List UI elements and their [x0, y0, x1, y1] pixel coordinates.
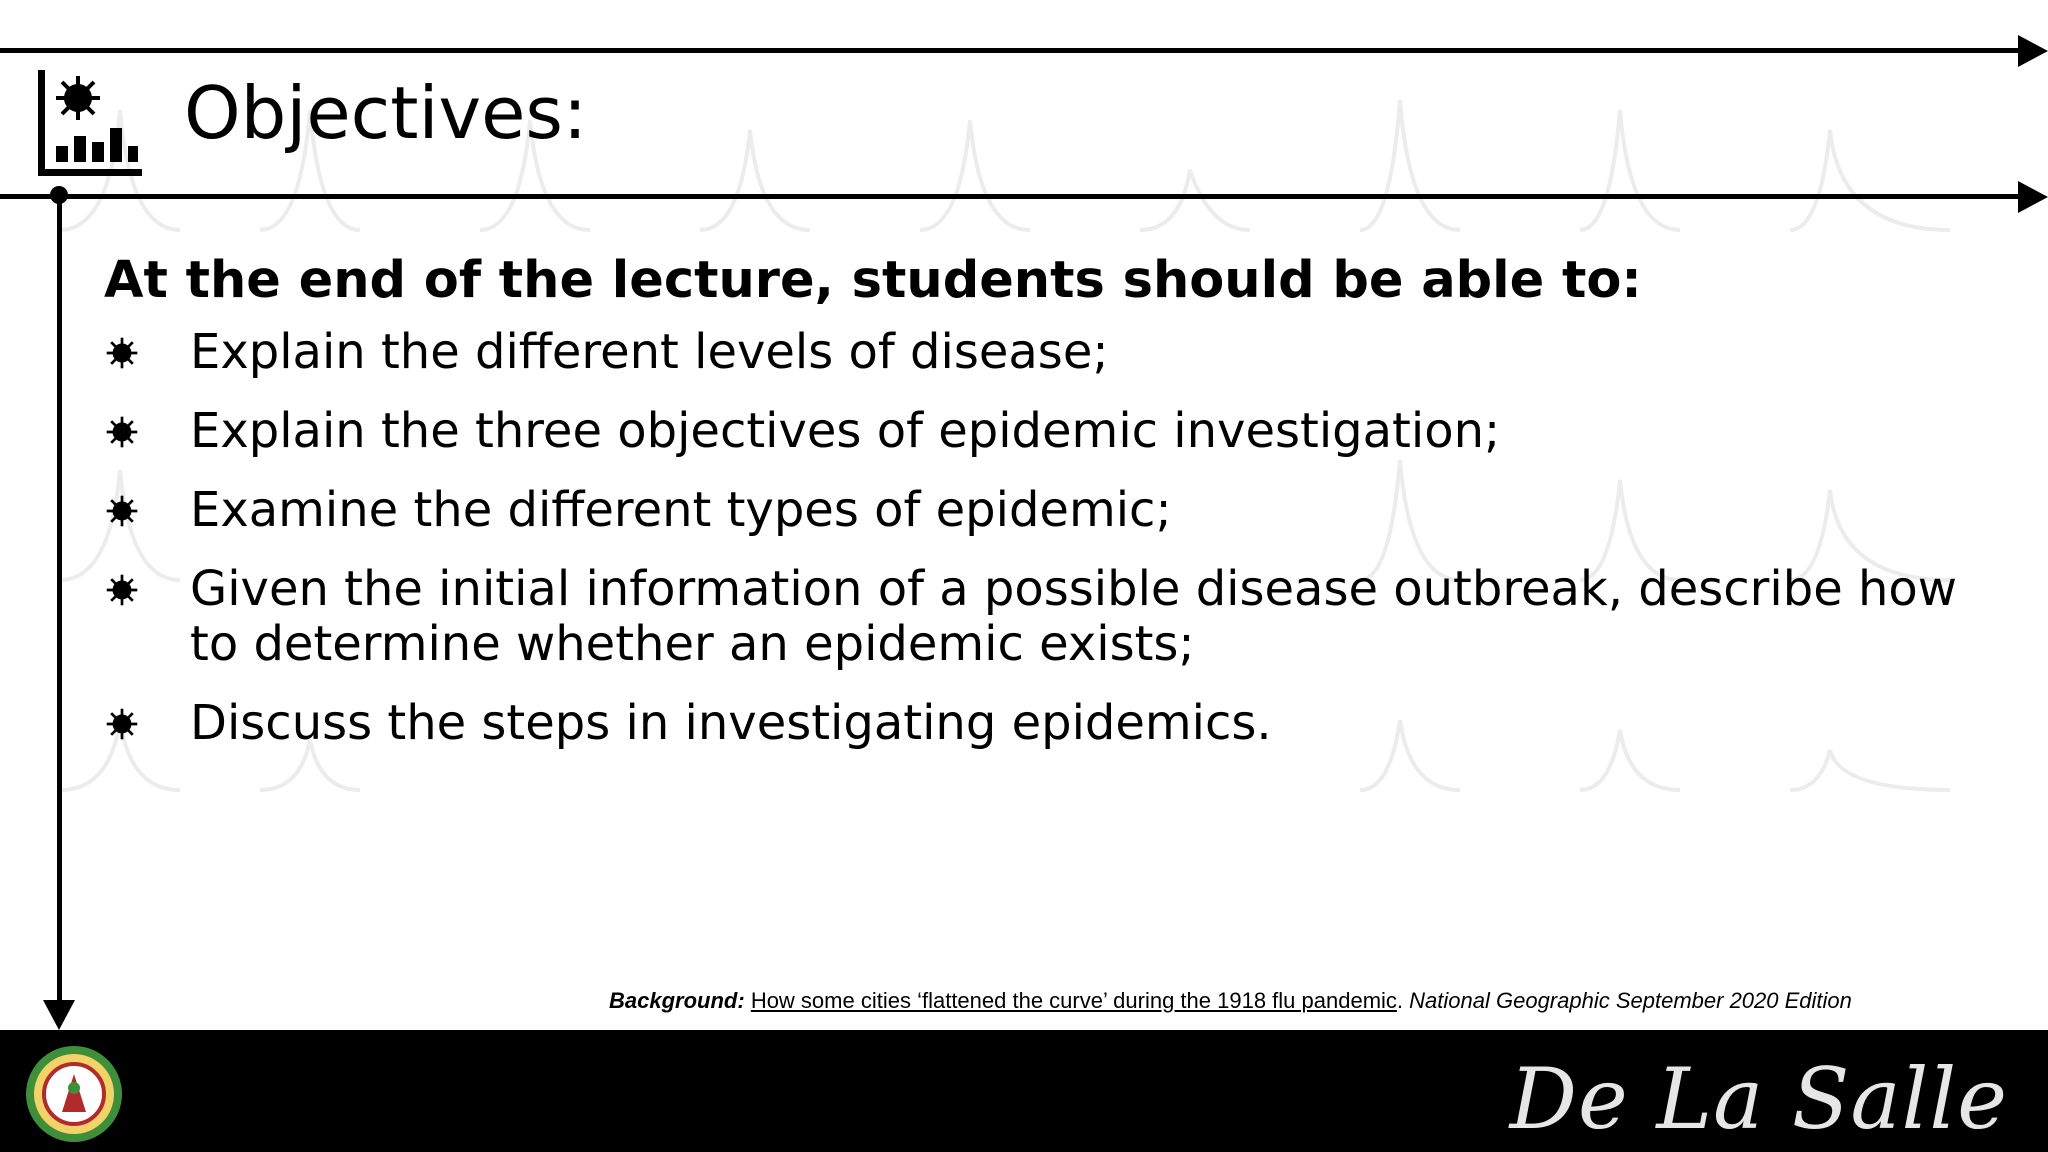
virus-icon [104, 572, 140, 608]
list-item [104, 483, 2004, 538]
list-item [104, 325, 2004, 380]
virus-bar-chart-icon [34, 66, 146, 182]
objective-text: Explain the three objectives of epidemic investigation; [190, 403, 1501, 460]
objective-text: Discuss the steps in investigating epidemics. [190, 695, 1272, 752]
objective-text: Given the initial information of a possible disease outbreak, describe how to determine whether an epidemic exists; [190, 561, 1958, 673]
top-arrow-head [2018, 35, 2048, 67]
list-item [104, 404, 2004, 459]
objectives-list [104, 325, 2004, 751]
university-seal-icon [24, 1044, 124, 1144]
virus-icon [104, 335, 140, 371]
de-la-salle-logo: De La Salle [1509, 1050, 2008, 1148]
background-label: Background: [609, 988, 745, 1013]
left-vertical-arrow-line [57, 196, 62, 1006]
title-underline-arrow-head [2018, 181, 2048, 213]
virus-icon [104, 706, 140, 742]
slide-title: Objectives: [184, 71, 588, 155]
objectives-lead: At the end of the lecture, students should be able to: [104, 251, 1642, 310]
list-item [104, 696, 2004, 751]
left-vertical-arrow-head [43, 1000, 75, 1030]
title-underline-arrow [0, 194, 2022, 199]
virus-icon [104, 414, 140, 450]
background-citation: Background: How some cities ‘flattened the curve’ during the 1918 flu pandemic. National Geographic September 2020 Edition [609, 988, 1852, 1013]
objective-text: Examine the different types of epidemic; [190, 482, 1172, 539]
axis-origin-dot [50, 186, 68, 204]
objective-text: Explain the different levels of disease; [190, 324, 1109, 381]
list-item [104, 562, 2004, 672]
background-source: National Geographic September 2020 Edition [1409, 988, 1852, 1013]
top-arrow-line [0, 48, 2022, 53]
virus-icon [104, 493, 140, 529]
background-link[interactable]: How some cities ‘flattened the curve’ during the 1918 flu pandemic [750, 988, 1397, 1013]
objectives-section [104, 250, 2004, 775]
